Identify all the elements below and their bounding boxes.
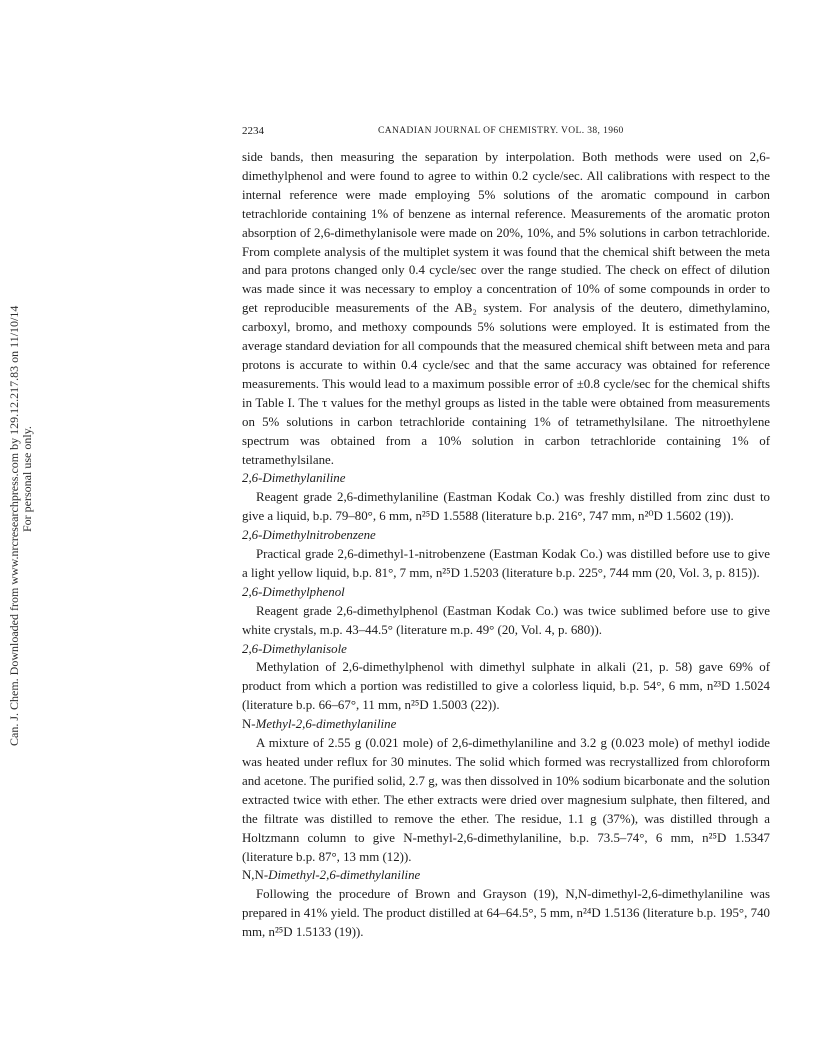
download-watermark-line-1: Can. J. Chem. Downloaded from www.nrcresearchpress.com by 129.12.217.83 on 11/10/14: [7, 305, 21, 746]
section-heading-text: 2,6-Dimethylnitrobenzene: [242, 528, 376, 543]
section-heading: [242, 866, 770, 885]
section-heading-text: Methyl-2,6-dimethylaniline: [255, 717, 397, 732]
section-paragraph: Methylation of 2,6-dimethylphenol with dimethyl sulphate in alkali (21, p. 58) gave 69% of product from which a portion was redistilled to give a colorless liquid, b.p. 54°, 6 mm, n²³D 1.5024 (literature b.p. 66–67°, 11 mm, n²⁵D 1.5003 (22)).: [242, 660, 770, 713]
page-number: 2234: [242, 125, 264, 137]
section-heading-text: 2,6-Dimethylaniline: [242, 471, 346, 486]
section-paragraph: Reagent grade 2,6-dimethylaniline (Eastman Kodak Co.) was freshly distilled from zinc dust to give a liquid, b.p. 79–80°, 6 mm, n²⁵D 1.5588 (literature b.p. 216°, 747 mm, n²⁰D 1.5602 (19)).: [242, 490, 770, 524]
section-heading-text: 2,6-Dimethylanisole: [242, 641, 347, 656]
download-watermark: [8, 306, 34, 746]
section-heading-text: Dimethyl-2,6-dimethylaniline: [268, 868, 421, 883]
running-head: CANADIAN JOURNAL OF CHEMISTRY. VOL. 38, 1960: [378, 126, 624, 136]
section-heading: [242, 526, 770, 545]
section-heading: [242, 469, 770, 488]
article-body: [242, 148, 770, 942]
section-heading: [242, 715, 770, 734]
section-paragraph: Reagent grade 2,6-dimethylphenol (Eastman Kodak Co.) was twice sublimed before use to give white crystals, m.p. 43–44.5° (literature m.p. 49° (20, Vol. 4, p. 680)).: [242, 603, 770, 637]
section-paragraph: Following the procedure of Brown and Grayson (19), N,N-dimethyl-2,6-dimethylaniline was prepared in 41% yield. The product distilled at 64–64.5°, 5 mm, n²⁴D 1.5136 (literature b.p. 195°, 740 mm, n²⁵D 1.5133 (19)).: [242, 887, 770, 940]
intro-paragraph: side bands, then measuring the separation by interpolation. Both methods were used on 2,6-dimethylphenol and were found to agree to within 0.2 cycle/sec. All calibrations with respect to the internal reference were made employing 5% solutions of the aromatic compound in carbon tetrachloride containing 1% of benzene as internal reference. Measurements of the aromatic proton absorption of 2,6-dimethylanisole were made on 20%, 10%, and 5% solutions in carbon tetrachloride. From complete analysis of the multiplet system it was found that the chemical shift between the meta and para protons changed only 0.4 cycle/sec over the range studied. The check on effect of dilution was made since it was necessary to employ a concentration of 10% of some compounds in order to get reproducible measurements of the AB₂ system. For analysis of the deutero, dimethylamino, carboxyl, bromo, and methoxy compounds 5% solutions were employed. It is estimated from the average standard deviation for all compounds that the measured chemical shift between meta and para protons is accurate to within 0.4 cycle/sec and that the same accuracy was obtained for reference measurements. This would lead to a maximum possible error of ±0.8 cycle/sec for the chemical shifts in Table I. The τ values for the methyl groups as listed in the table were obtained from measurements on 5% solutions in carbon tetrachloride containing 1% of tetramethylsilane. The nitroethylene spectrum was obtained from a 10% solution in carbon tetrachloride containing 1% of tetramethylsilane.: [242, 150, 770, 467]
section-paragraph: A mixture of 2.55 g (0.021 mole) of 2,6-dimethylaniline and 3.2 g (0.023 mole) of methyl iodide was heated under reflux for 30 minutes. The solid which formed was recrystallized from chloroform and acetone. The purified solid, 2.7 g, was then dissolved in 10% sodium bicarbonate and the solution extracted twice with ether. The ether extracts were dried over magnesium sulphate, then filtered, and the filtrate was distilled to remove the ether. The residue, 1.1 g (37%), was distilled through a Holtzmann column to give N-methyl-2,6-dimethylaniline, b.p. 73.5–74°, 6 mm, n²⁵D 1.5347 (literature b.p. 87°, 13 mm (12)).: [242, 736, 770, 864]
section-heading: [242, 583, 770, 602]
download-watermark-line-2: For personal use only.: [20, 426, 34, 532]
section-heading-text: 2,6-Dimethylphenol: [242, 584, 345, 599]
section-paragraph: Practical grade 2,6-dimethyl-1-nitrobenzene (Eastman Kodak Co.) was distilled before use to give a light yellow liquid, b.p. 81°, 7 mm, n²⁵D 1.5203 (literature b.p. 225°, 744 mm (20, Vol. 3, p. 815)).: [242, 547, 770, 580]
section-heading: [242, 640, 770, 659]
section-heading-prefix: N-: [242, 717, 256, 732]
section-heading-prefix: N,N-: [242, 868, 269, 883]
page-header: [242, 125, 770, 141]
